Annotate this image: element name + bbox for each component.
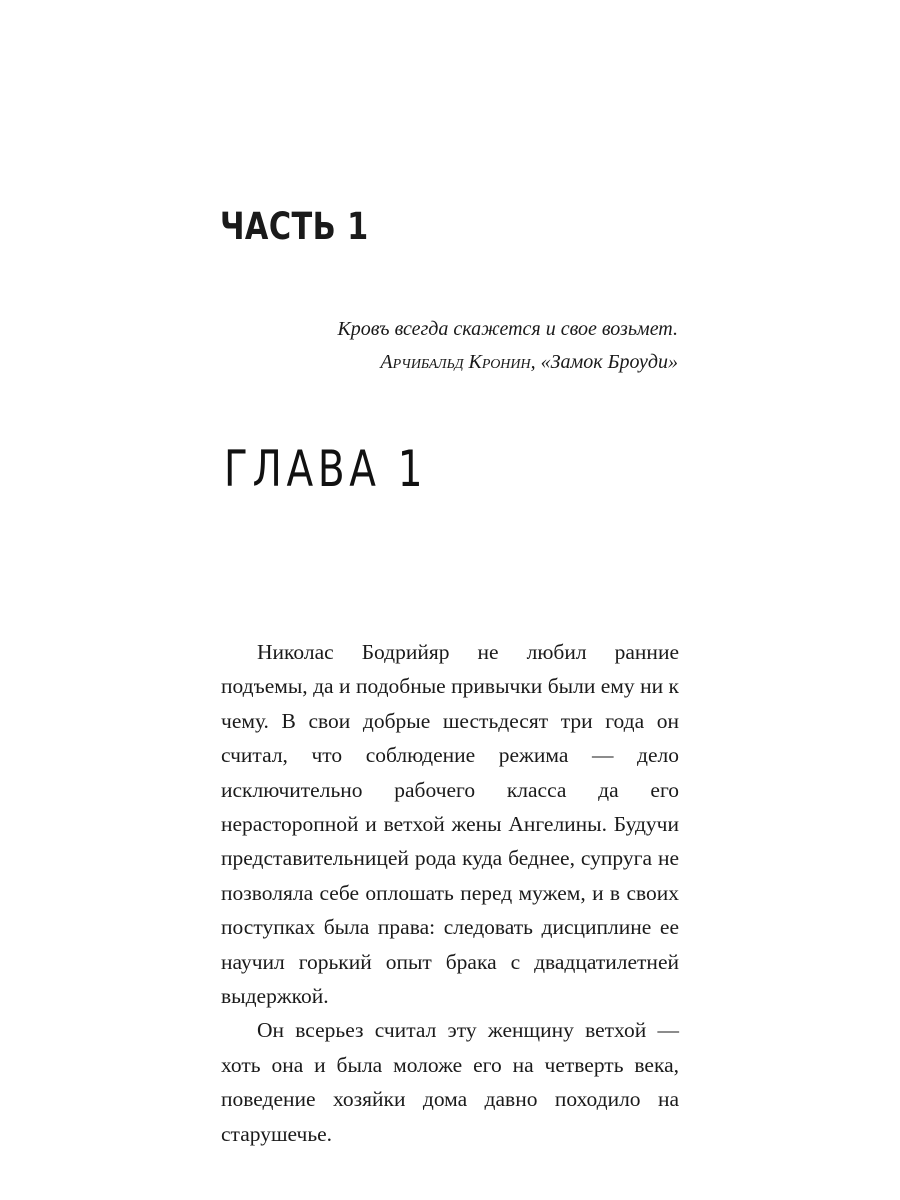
epigraph-author: Арчибальд Кронин — [380, 351, 531, 373]
paragraph-2: Он всерьез считал эту женщину ветхой — хоть она и была моложе его на четверть века, поведение хозяйки дома давно походило на старушечье. — [221, 1018, 679, 1146]
chapter-title: ГЛАВА 1 — [224, 440, 428, 498]
chapter-body — [221, 635, 679, 1151]
epigraph-attribution — [337, 346, 678, 379]
epigraph — [337, 313, 678, 379]
epigraph-source: , «Замок Броуди» — [530, 351, 678, 373]
paragraph-1: Николас Бодрийяр не любил ранние подъемы, да и подобные привычки были ему ни к чему. В свои добрые шестьдесят три года он считал, что соблюдение режима — дело исключительно рабочего класса да его нерасторопной и ветхой жены Ангелины. Будучи представительницей рода куда беднее, супруга не позволяла себе оплошать перед мужем, и в своих поступках была права: следовать дисциплине ее научил горький опыт брака с двадцатилетней выдержкой. — [221, 640, 679, 1009]
epigraph-quote: Кровъ всегда скажется и свое возьмет. — [337, 318, 678, 340]
part-title: ЧАСТЬ 1 — [220, 205, 369, 248]
